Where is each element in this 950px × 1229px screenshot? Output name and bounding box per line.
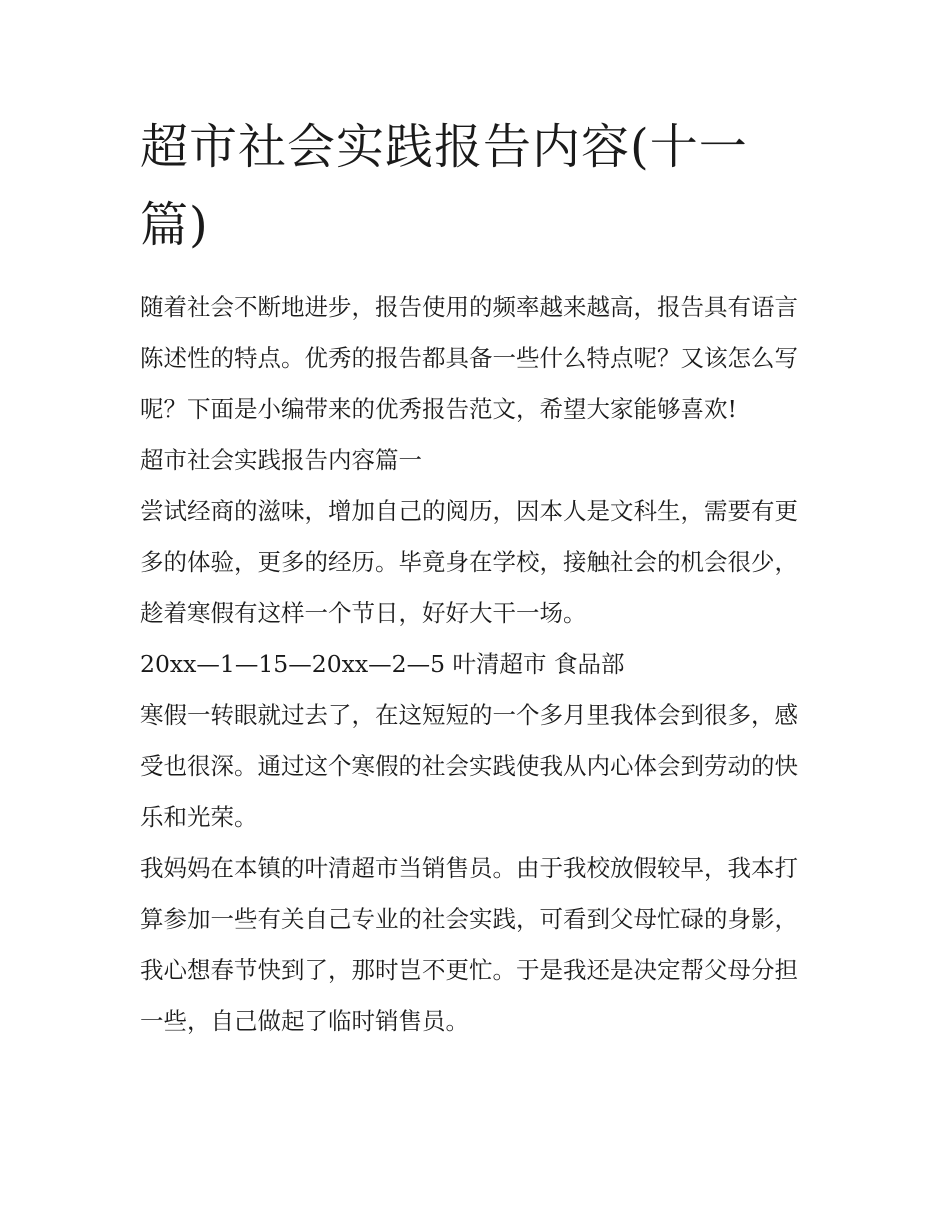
body-paragraph: 尝试经商的滋味，增加自己的阅历，因本人是文科生，需要有更多的体验，更多的经历。毕竟身在学校，接触社会的机会很少，趁着寒假有这样一个节日，好好大干一场。 [140,497,798,627]
date-location-line: 20xx—1—15—20xx—2—5 叶清超市 食品部 [140,650,625,678]
body-paragraph: 我妈妈在本镇的叶清超市当销售员。由于我校放假较早，我本打算参加一些有关自己专业的社会实践，可看到父母忙碌的身影，我心想春节快到了，那时岂不更忙。于是我还是决定帮父母分担一些，自己做起了临时销售员。 [140,854,798,1035]
document-body [140,282,816,1047]
document-page [140,108,816,1047]
intro-paragraph: 随着社会不断地进步，报告使用的频率越来越高，报告具有语言陈述性的特点。优秀的报告都具备一些什么特点呢？又该怎么写呢？下面是小编带来的优秀报告范文，希望大家能够喜欢! [140,293,798,423]
section-heading: 超市社会实践报告内容篇一 [140,446,422,474]
document-title: 超市社会实践报告内容(十一篇) [140,119,748,253]
body-paragraph: 寒假一转眼就过去了，在这短短的一个多月里我体会到很多，感受也很深。通过这个寒假的社会实践使我从内心体会到劳动的快乐和光荣。 [140,701,798,831]
